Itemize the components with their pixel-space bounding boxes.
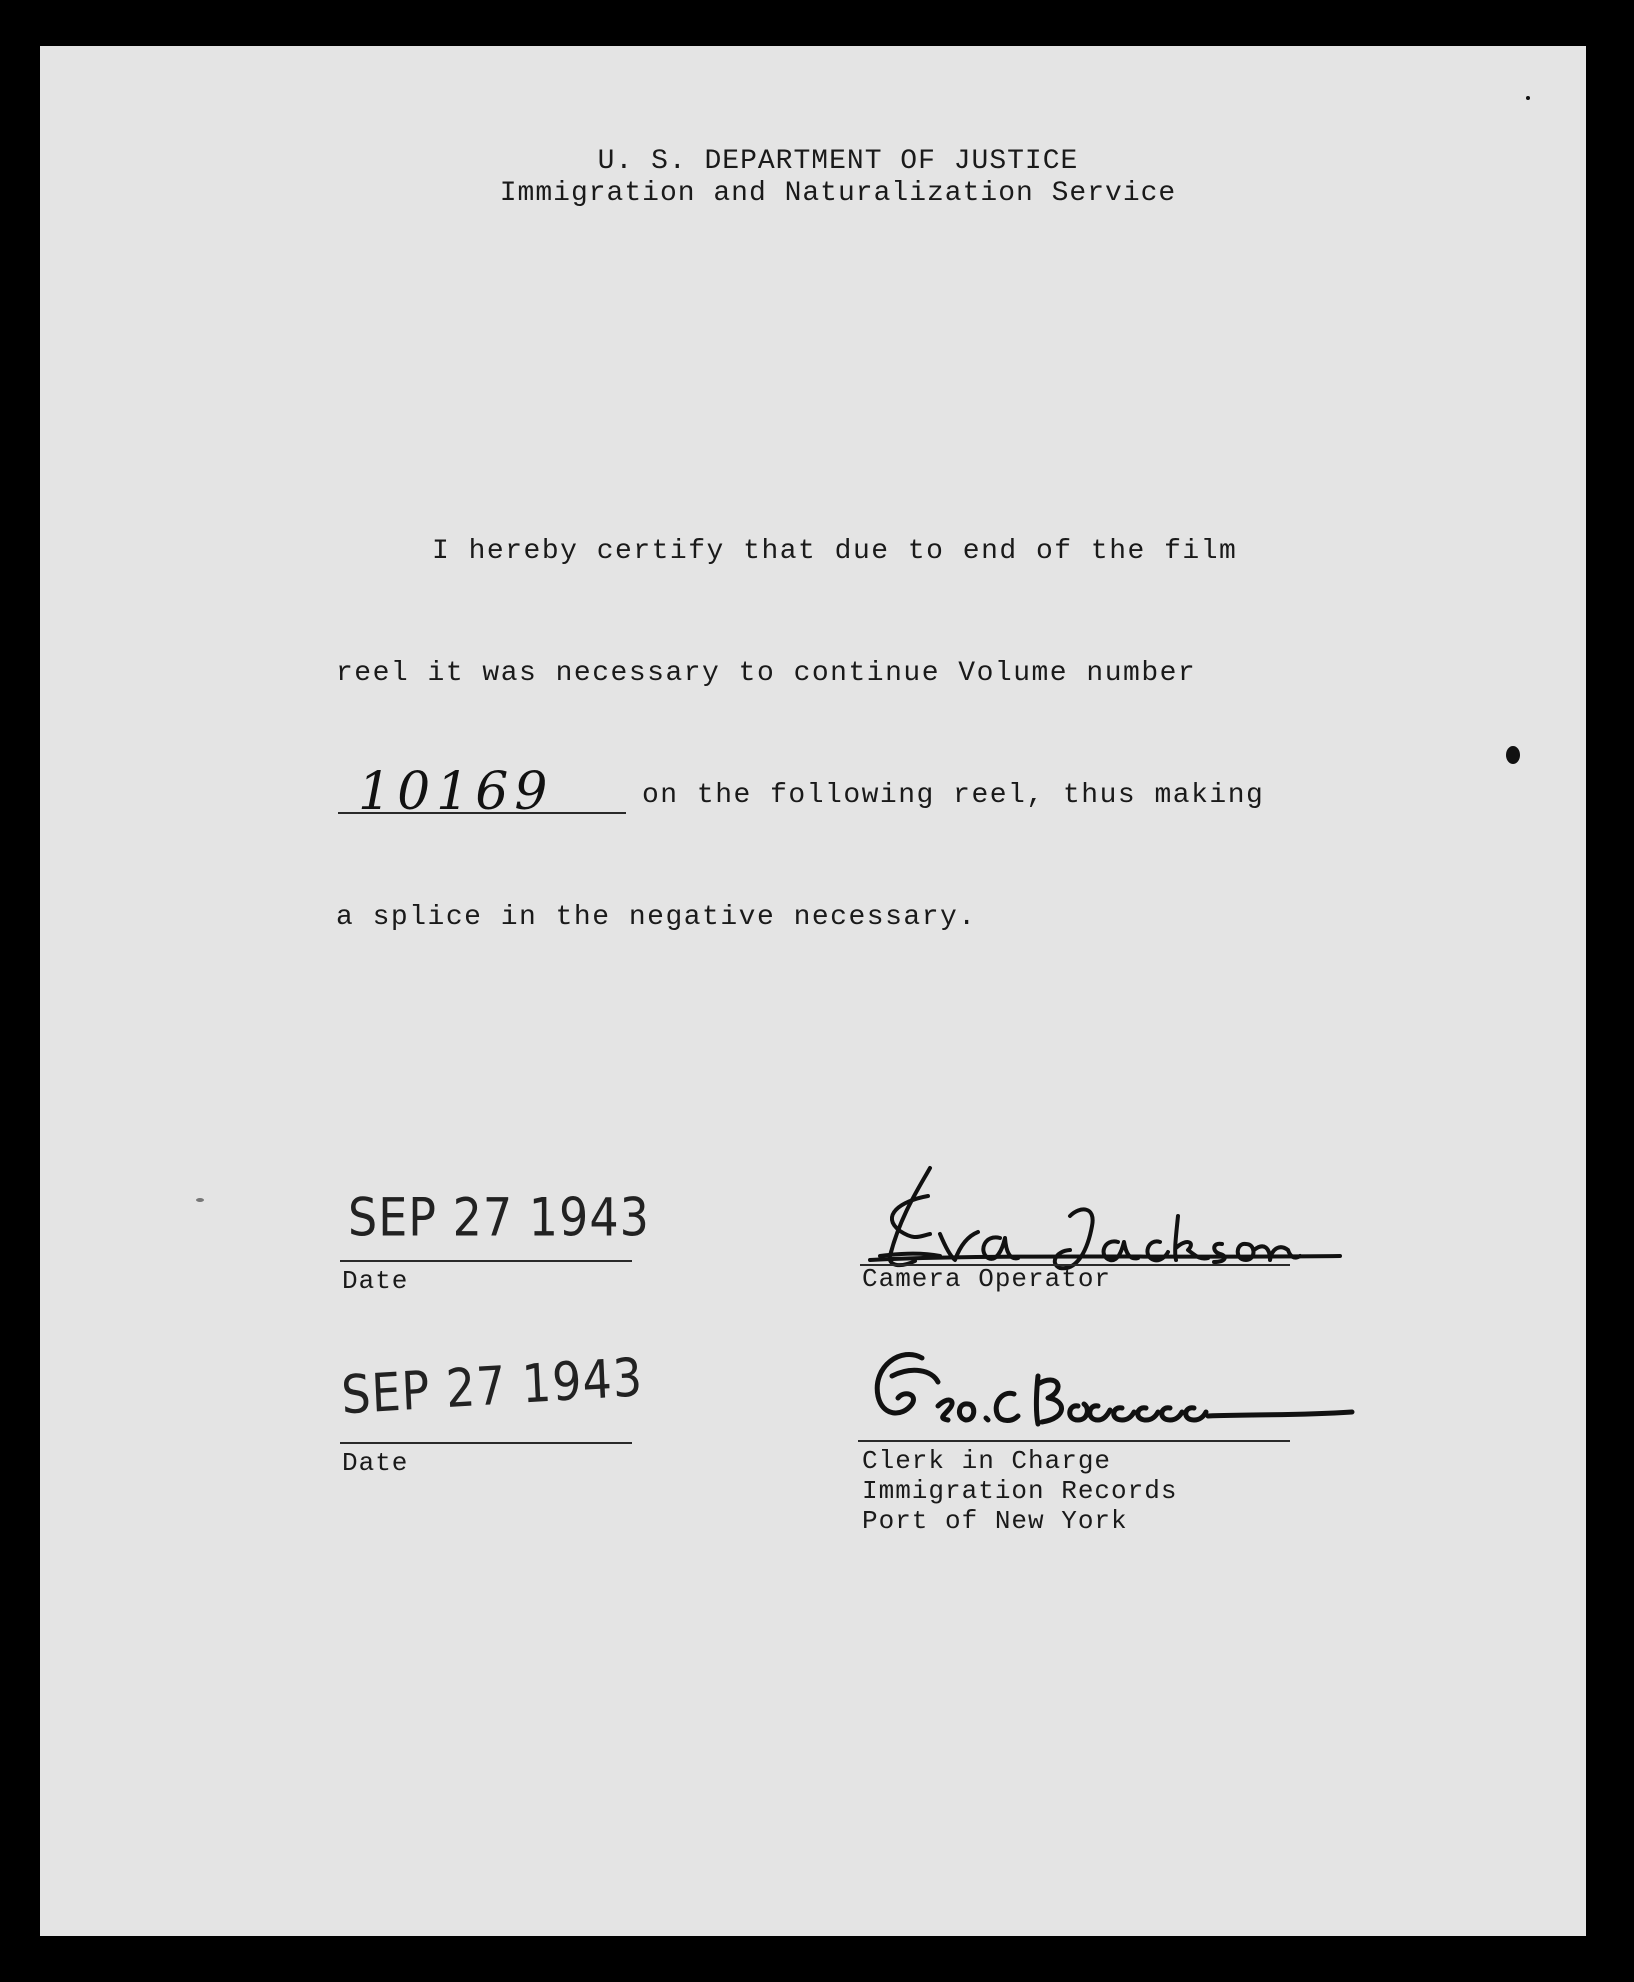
service-heading: Immigration and Naturalization Service xyxy=(499,178,1177,209)
date-line-1 xyxy=(340,1260,632,1262)
clerk-label-line-1: Clerk in Charge xyxy=(862,1446,1112,1476)
clerk-line xyxy=(858,1440,1290,1442)
camera-operator-label: Camera Operator xyxy=(862,1264,1112,1294)
certification-line-4: a splice in the negative necessary. xyxy=(336,902,977,933)
scan-speck xyxy=(196,1198,204,1202)
camera-operator-signature xyxy=(860,1156,1360,1281)
department-heading: U. S. DEPARTMENT OF JUSTICE xyxy=(597,146,1079,177)
certification-line-3: on the following reel, thus making xyxy=(642,780,1265,811)
certification-line-1: I hereby certify that due to end of the film xyxy=(432,536,1238,567)
volume-number-blank xyxy=(338,812,626,814)
scan-speck xyxy=(1506,746,1520,764)
volume-number-handwritten: 10169 xyxy=(358,762,554,822)
date-label-2: Date xyxy=(342,1448,409,1478)
document-page xyxy=(40,46,1586,1936)
clerk-label-line-3: Port of New York xyxy=(862,1506,1128,1536)
scan-speck xyxy=(1526,96,1530,100)
clerk-signature xyxy=(852,1336,1372,1451)
date-line-2 xyxy=(340,1442,632,1444)
date-stamp-1: SEP 27 1943 xyxy=(348,1186,650,1249)
date-stamp-2: SEP 27 1943 xyxy=(340,1345,645,1427)
clerk-label-line-2: Immigration Records xyxy=(862,1476,1178,1506)
certification-line-2: reel it was necessary to continue Volume number xyxy=(336,658,1197,689)
date-label-1: Date xyxy=(342,1266,409,1296)
